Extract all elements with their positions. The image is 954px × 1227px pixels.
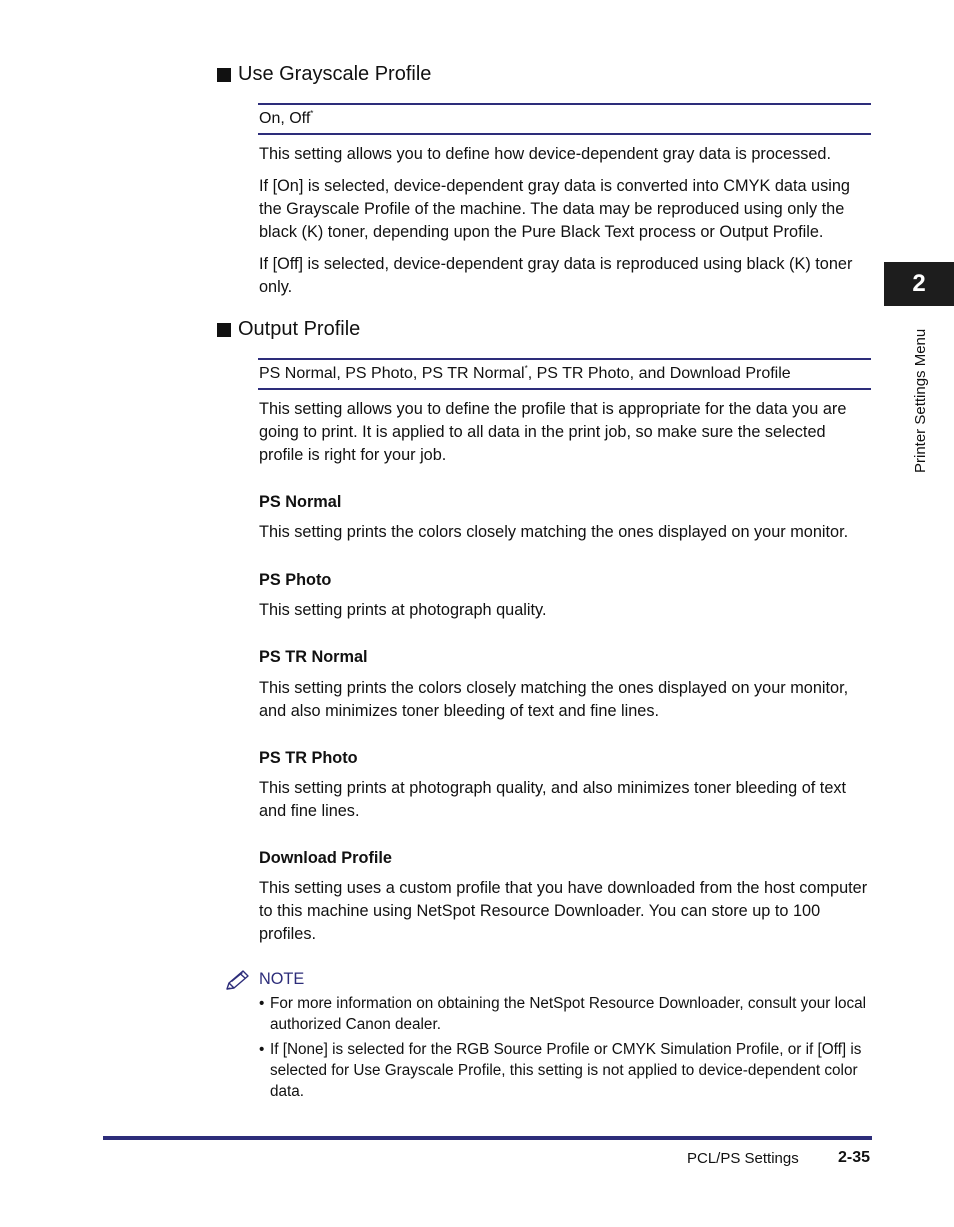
page-number: 2-35 — [838, 1149, 871, 1166]
paragraph: If [On] is selected, device-dependent gray data is converted into CMYK data using the Grayscale Profile of the machine. The data may be reproduced using only the black (K) toner, depending upon the Pure Black Text process or Output Profile. — [259, 177, 850, 241]
subheading-ps-photo: PS Photo — [259, 571, 332, 589]
subheading-download-profile: Download Profile — [259, 849, 392, 867]
note-item — [259, 1039, 871, 1102]
paragraph: This setting prints at photograph quality, and also minimizes toner bleeding of text and fine lines. — [259, 779, 847, 820]
default-mark: * — [310, 109, 314, 118]
footer-section: PCL/PS Settings — [687, 1150, 799, 1167]
options-box-grayscale — [258, 103, 871, 135]
section-title: Use Grayscale Profile — [238, 63, 432, 85]
paragraph: This setting uses a custom profile that you have downloaded from the host computer to this machine using NetSpot Resource Downloader. You can store up to 100 profiles. — [259, 879, 868, 943]
options-box-output — [258, 358, 871, 390]
subheading-ps-tr-normal: PS TR Normal — [259, 648, 368, 666]
paragraph: This setting prints the colors closely matching the ones displayed on your monitor. — [259, 523, 849, 541]
square-bullet-icon — [217, 323, 231, 337]
note-text: For more information on obtaining the NetSpot Resource Downloader, consult your local authorized Canon dealer. — [270, 995, 867, 1033]
paragraph: This setting prints the colors closely matching the ones displayed on your monitor, and also minimizes toner bleeding of text and fine lines. — [259, 679, 849, 720]
section-heading-output — [217, 318, 360, 341]
paragraph: This setting prints at photograph quality. — [259, 601, 547, 619]
subheading-ps-tr-photo: PS TR Photo — [259, 749, 358, 767]
options-text: PS Normal, PS Photo, PS TR Normal — [259, 365, 525, 382]
note-item — [259, 993, 871, 1035]
section-heading-grayscale — [217, 63, 431, 86]
note-text: If [None] is selected for the RGB Source Profile or CMYK Simulation Profile, or if [Off] is selected for Use Grayscale Profile, this setting is not applied to device-dependent color data. — [270, 1041, 862, 1100]
bullet: • — [259, 1041, 265, 1058]
paragraph: If [Off] is selected, device-dependent gray data is reproduced using black (K) toner only. — [259, 255, 853, 296]
chapter-tab-label: Printer Settings Menu — [912, 328, 929, 473]
paragraph: This setting allows you to define the profile that is appropriate for the data you are going to print. It is applied to all data in the print job, so make sure the selected profile is right for your job. — [259, 400, 847, 464]
note-label: NOTE — [259, 970, 305, 988]
paragraph: This setting allows you to define how device-dependent gray data is processed. — [259, 145, 831, 163]
section-title: Output Profile — [238, 318, 361, 340]
chapter-tab: 2 — [884, 262, 954, 306]
options-text: , PS TR Photo, and Download Profile — [527, 365, 791, 382]
pencil-icon — [224, 968, 252, 997]
square-bullet-icon — [217, 68, 231, 82]
options-text: On, Off — [259, 110, 311, 127]
default-mark: * — [524, 364, 528, 373]
note-list — [259, 993, 871, 1106]
footer-rule — [103, 1136, 872, 1140]
bullet: • — [259, 995, 265, 1012]
subheading-ps-normal: PS Normal — [259, 493, 342, 511]
